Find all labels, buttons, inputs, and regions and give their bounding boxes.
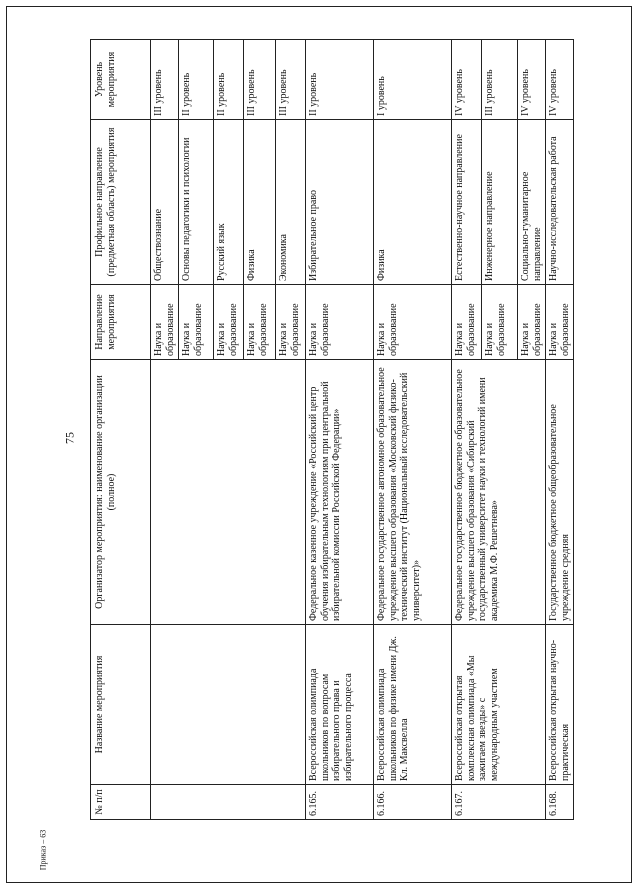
rotated-table-area	[90, 40, 571, 820]
cell-event-name: Всероссийская открытая комплексная олимпиада «Мы зажигаем звезды» с международным участием	[452, 625, 546, 785]
header-event-name: Название мероприятия	[91, 625, 151, 785]
cell-profile: Инженерное направление	[482, 120, 518, 285]
cell-event-name: Всероссийская олимпиада школьников по физике имени Дж. Кл. Максвелла	[374, 625, 452, 785]
cell-profile: Физика	[374, 120, 452, 285]
cell-number: 6.166.	[374, 785, 452, 820]
cell-direction: Наука и образование	[518, 285, 546, 360]
cell-organizer: Федеральное казенное учреждение «Российский центр обучения избирательным технологиям при центральной избирательной комиссии Российской Федерации»	[306, 360, 374, 625]
cell-direction: Наука и образование	[306, 285, 374, 360]
table-row	[452, 40, 482, 820]
cell-profile: Русский язык	[214, 120, 244, 285]
table-row	[546, 40, 574, 820]
events-table	[90, 39, 574, 820]
cell-profile: Экономика	[276, 120, 306, 285]
table-row	[151, 40, 179, 820]
cell-direction: Наука и образование	[214, 285, 244, 360]
cell-direction: Наука и образование	[452, 285, 482, 360]
page-number: 75	[62, 432, 77, 444]
cell-level: IV уровень	[452, 40, 482, 120]
cell-profile: Избирательное право	[306, 120, 374, 285]
cell-profile: Научно-исследовательская работа	[546, 120, 574, 285]
table-row	[306, 40, 374, 820]
cell-direction: Наука и образование	[276, 285, 306, 360]
cell-level: II уровень	[306, 40, 374, 120]
cell-level: II уровень	[179, 40, 214, 120]
cell-level: III уровень	[276, 40, 306, 120]
cell-number: 6.168.	[546, 785, 574, 820]
cell-direction: Наука и образование	[482, 285, 518, 360]
cell-organizer: Федеральное государственное бюджетное образовательное учреждение высшего образования «Сибирский государственный университет науки и технологий имени академика М.Ф. Решетнева»	[452, 360, 546, 625]
cell-event-name: Всероссийская открытая научно-практическая	[546, 625, 574, 785]
header-number: № п/п	[91, 785, 151, 820]
cell-direction: Наука и образование	[244, 285, 276, 360]
cell-direction: Наука и образование	[546, 285, 574, 360]
cell-profile: Обществознание	[151, 120, 179, 285]
footer-note: Приказ – 63	[38, 829, 48, 871]
cell-level: IV уровень	[518, 40, 546, 120]
table-row	[374, 40, 452, 820]
cell-profile: Основы педагогики и психологии	[179, 120, 214, 285]
cell-direction: Наука и образование	[374, 285, 452, 360]
cell-level: I уровень	[374, 40, 452, 120]
table-header-row	[91, 40, 151, 820]
cell-organizer: Государственное бюджетное общеобразовательное учреждение средняя	[546, 360, 574, 625]
cell-level: III уровень	[151, 40, 179, 120]
cell-organizer	[151, 360, 306, 625]
cell-direction: Наука и образование	[151, 285, 179, 360]
cell-level: III уровень	[482, 40, 518, 120]
cell-profile: Социально-гуманитарное направление	[518, 120, 546, 285]
cell-number	[151, 785, 306, 820]
cell-number: 6.165.	[306, 785, 374, 820]
cell-level: III уровень	[244, 40, 276, 120]
cell-event-name	[151, 625, 306, 785]
cell-level: IV уровень	[546, 40, 574, 120]
cell-level: II уровень	[214, 40, 244, 120]
header-level: Уровень мероприятия	[91, 40, 151, 120]
cell-direction: Наука и образование	[179, 285, 214, 360]
cell-organizer: Федеральное государственное автономное образовательное учреждение высшего образования «Московский физико-технический институт (Национальный исследовательский университет)»	[374, 360, 452, 625]
header-organizer: Организатор мероприятия: наименование организации (полное)	[91, 360, 151, 625]
cell-event-name: Всероссийская олимпиада школьников по вопросам избирательного права и избирательного процесса	[306, 625, 374, 785]
header-profile: Профильное направление (предметная область) мероприятия	[91, 120, 151, 285]
cell-profile: Естественно-научное направление	[452, 120, 482, 285]
cell-profile: Физика	[244, 120, 276, 285]
header-direction: Направление мероприятия	[91, 285, 151, 360]
cell-number: 6.167.	[452, 785, 546, 820]
